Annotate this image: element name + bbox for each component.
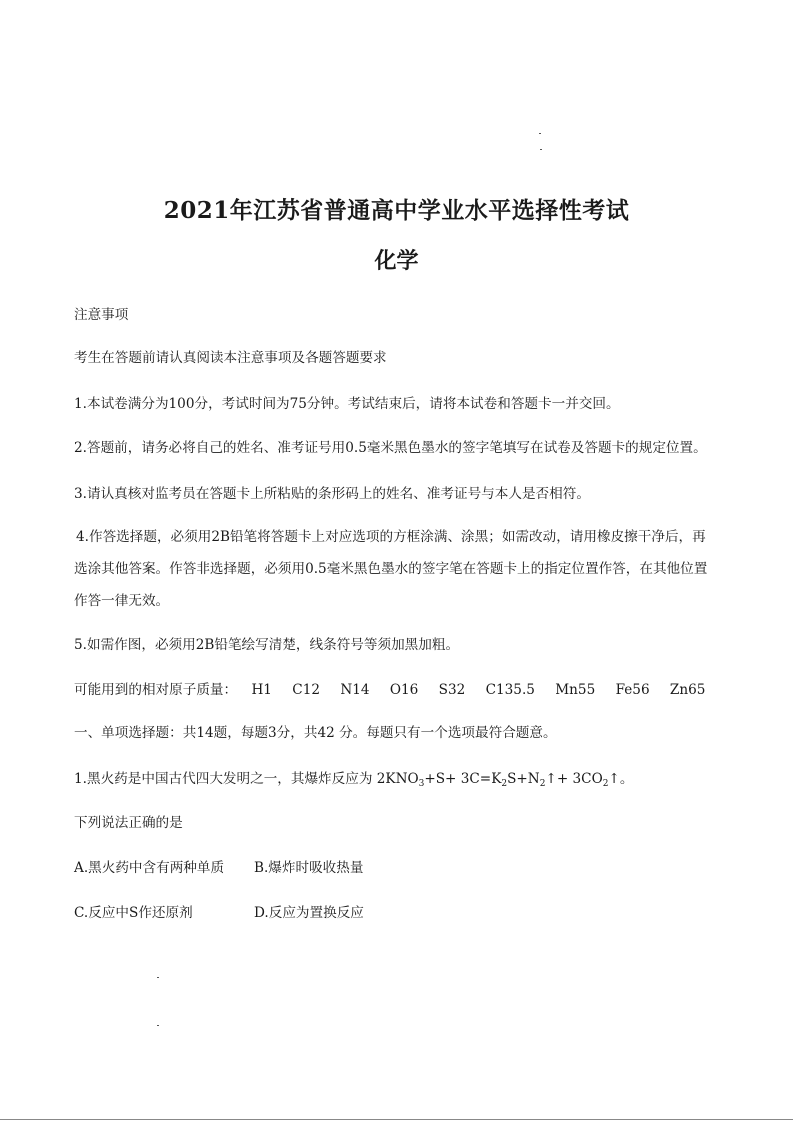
option-row-cd [74,901,364,921]
exam-title: 2021年江苏省普通高中学业水平选择性考试 [163,197,630,224]
option-d: D.反应为置换反应 [254,905,364,921]
scan-dot [539,133,541,134]
scan-dot [157,977,159,978]
atomic-mass-value: C12 [292,682,320,698]
notice-item-4-line-3: 作答一律无效。 [74,593,170,609]
atomic-mass-value: Mn55 [555,682,596,698]
page-bottom-rule [0,1119,793,1120]
notice-heading: 注意事项 [74,307,129,323]
atomic-mass-value: Zn65 [669,682,706,698]
notice-item-4-line-1: 4.作答选择题，必须用2B铅笔将答题卡上对应选项的方框涂满、涂黑；如需改动，请用橡皮擦干净后，再 [76,529,706,545]
subject-title: 化学 [374,248,419,274]
scan-dot [540,149,542,150]
option-a: A.黑火药中含有两种单质 [74,860,225,876]
notice-item-2: 2.答题前，请务必将自己的姓名、准考证号用0.5毫米黑色墨水的签字笔填写在试卷及答题卡的规定位置。 [74,440,707,456]
notice-item-1: 1.本试卷满分为100分，考试时间为75分钟。考试结束后，请将本试卷和答题卡一并交回。 [74,396,620,412]
scan-dot [157,1025,159,1026]
notice-item-5: 5.如需作图，必须用2B铅笔绘写清楚，线条符号等须加黑加粗。 [74,637,460,653]
notice-item-4-line-2: 选涂其他答案。作答非选择题，必须用0.5毫米黑色墨水的签字笔在答题卡上的指定位置作答，在其他位置 [74,561,708,577]
atomic-mass-value: H1 [251,682,272,698]
atomic-mass-value: O16 [389,682,419,698]
notice-item-3: 3.请认真核对监考员在答题卡上所粘贴的条形码上的姓名、准考证号与本人是否相符。 [74,486,590,502]
atomic-mass-value: N14 [340,682,370,698]
reaction-equation: $2KNO_3+S+$ $3C=K_2S+N_2↑+$ $3CO_2↑$。 [376,771,634,789]
atomic-mass-value: S32 [438,682,466,698]
notice-intro: 考生在答题前请认真阅读本注意事项及各题答题要求 [74,350,387,366]
question-1-prompt: 下列说法正确的是 [74,815,183,831]
atomic-mass-value: Fe56 [615,682,650,698]
atomic-masses-line [74,678,705,698]
section-1-heading: 一、单项选择题：共14题，每题3分，共42 分。每题只有一个选项最符合题意。 [74,725,557,741]
atomic-mass-value: C135.5 [485,682,535,698]
option-b: B.爆炸时吸收热量 [254,860,364,876]
question-1-stem [74,767,633,787]
atomic-masses-label: 可能用到的相对原子质量： [74,682,238,698]
option-c: C.反应中S作还原剂 [74,905,193,921]
question-1-stem-text: 1.黑火药是中国古代四大发明之一，其爆炸反应为 [74,771,377,787]
option-row-ab [74,856,363,876]
